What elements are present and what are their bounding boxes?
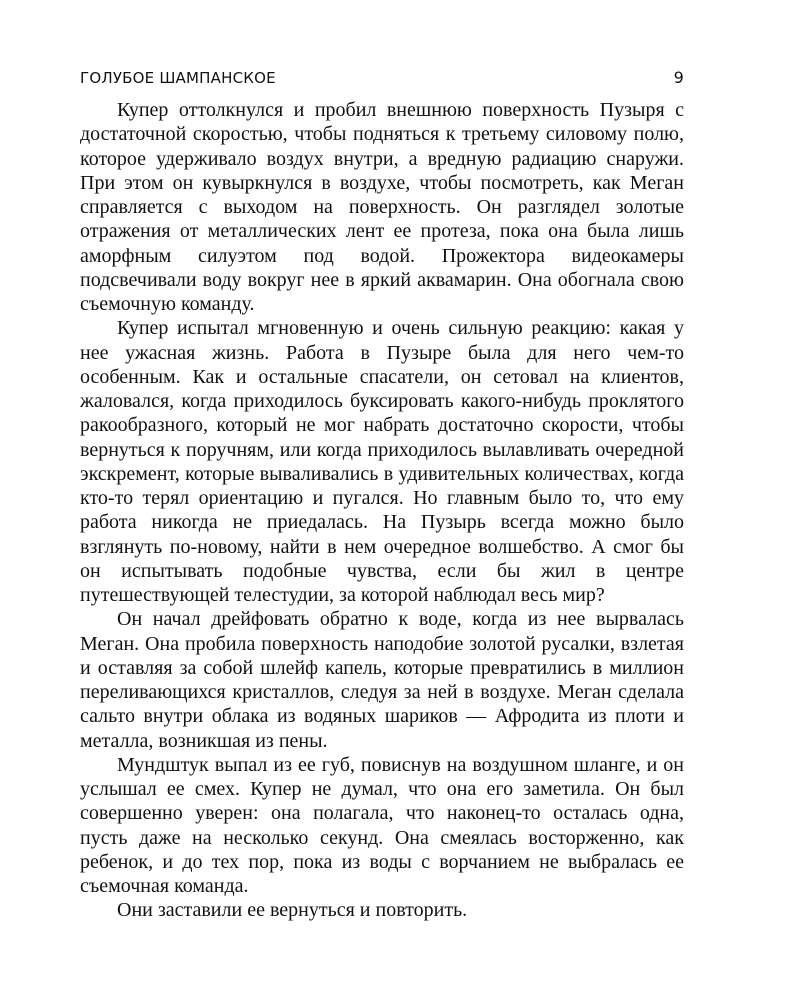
- paragraph-1: Купер оттолкнулся и пробил внешнюю поверхность Пузыря с достаточной скоростью, чтобы подняться к третьему силовому полю, которое удерживало воздух внутри, а вредную радиацию снаружи. При этом он кувыркнулся в воздухе, чтобы посмотреть, как Меган справляется с выходом на поверхность. Он разглядел золотые отражения от металлических лент ее протеза, пока она была лишь аморфным силуэтом под водой. Прожектора видеокамеры подсвечивали воду вокруг нее в яркий аквамарин. Она обогнала свою съемочную команду.: [80, 99, 684, 315]
- running-title: ГОЛУБОЕ ШАМПАНСКОЕ: [80, 69, 276, 87]
- paragraph-5: Они заставили ее вернуться и повторить.: [117, 899, 468, 922]
- page-number: 9: [673, 68, 684, 87]
- paragraph-4: Мундштук выпал из ее губ, повиснув на воздушном шланге, и он услышал ее смех. Купер не думал, что она его заметила. Он был совершенно уверен: она полагала, что наконец-то осталась одна, пусть даже на несколько секунд. Она смеялась восторженно, как ребенок, и до тех пор, пока из воды с ворчанием не выбралась ее съемочная команда.: [80, 753, 684, 897]
- body-text: [80, 98, 684, 923]
- paragraph-2: Купер испытал мгновенную и очень сильную реакцию: какая у нее ужасная жизнь. Работа в Пузыре была для него чем-то особенным. Как и остальные спасатели, он сетовал на клиентов, жаловался, когда приходилось буксировать какого-нибудь проклятого ракообразного, который не мог набрать достаточно скорости, чтобы вернуться к поручням, или когда приходилось вылавливать очередной экскремент, которые вываливались в удивительных количествах, когда кто-то терял ориентацию и пугался. Но главным было то, что ему работа никогда не приедалась. На Пузырь всегда можно было взглянуть по-новому, найти в нем очередное волшебство. А смог бы он испытывать подобные чувства, если бы жил в центре путешествующей телестудии, за которой наблюдал весь мир?: [80, 317, 684, 606]
- running-header: [80, 68, 684, 90]
- paragraph-3: Он начал дрейфовать обратно к воде, когда из нее вырвалась Меган. Она пробила поверхность наподобие золотой русалки, взлетая и оставляя за собой шлейф капель, которые превратились в миллион переливающихся кристаллов, следуя за ней в воздухе. Меган сделала сальто внутри облака из водяных шариков — Афродита из плоти и металла, возникшая из пены.: [80, 608, 684, 752]
- book-page: [80, 68, 684, 923]
